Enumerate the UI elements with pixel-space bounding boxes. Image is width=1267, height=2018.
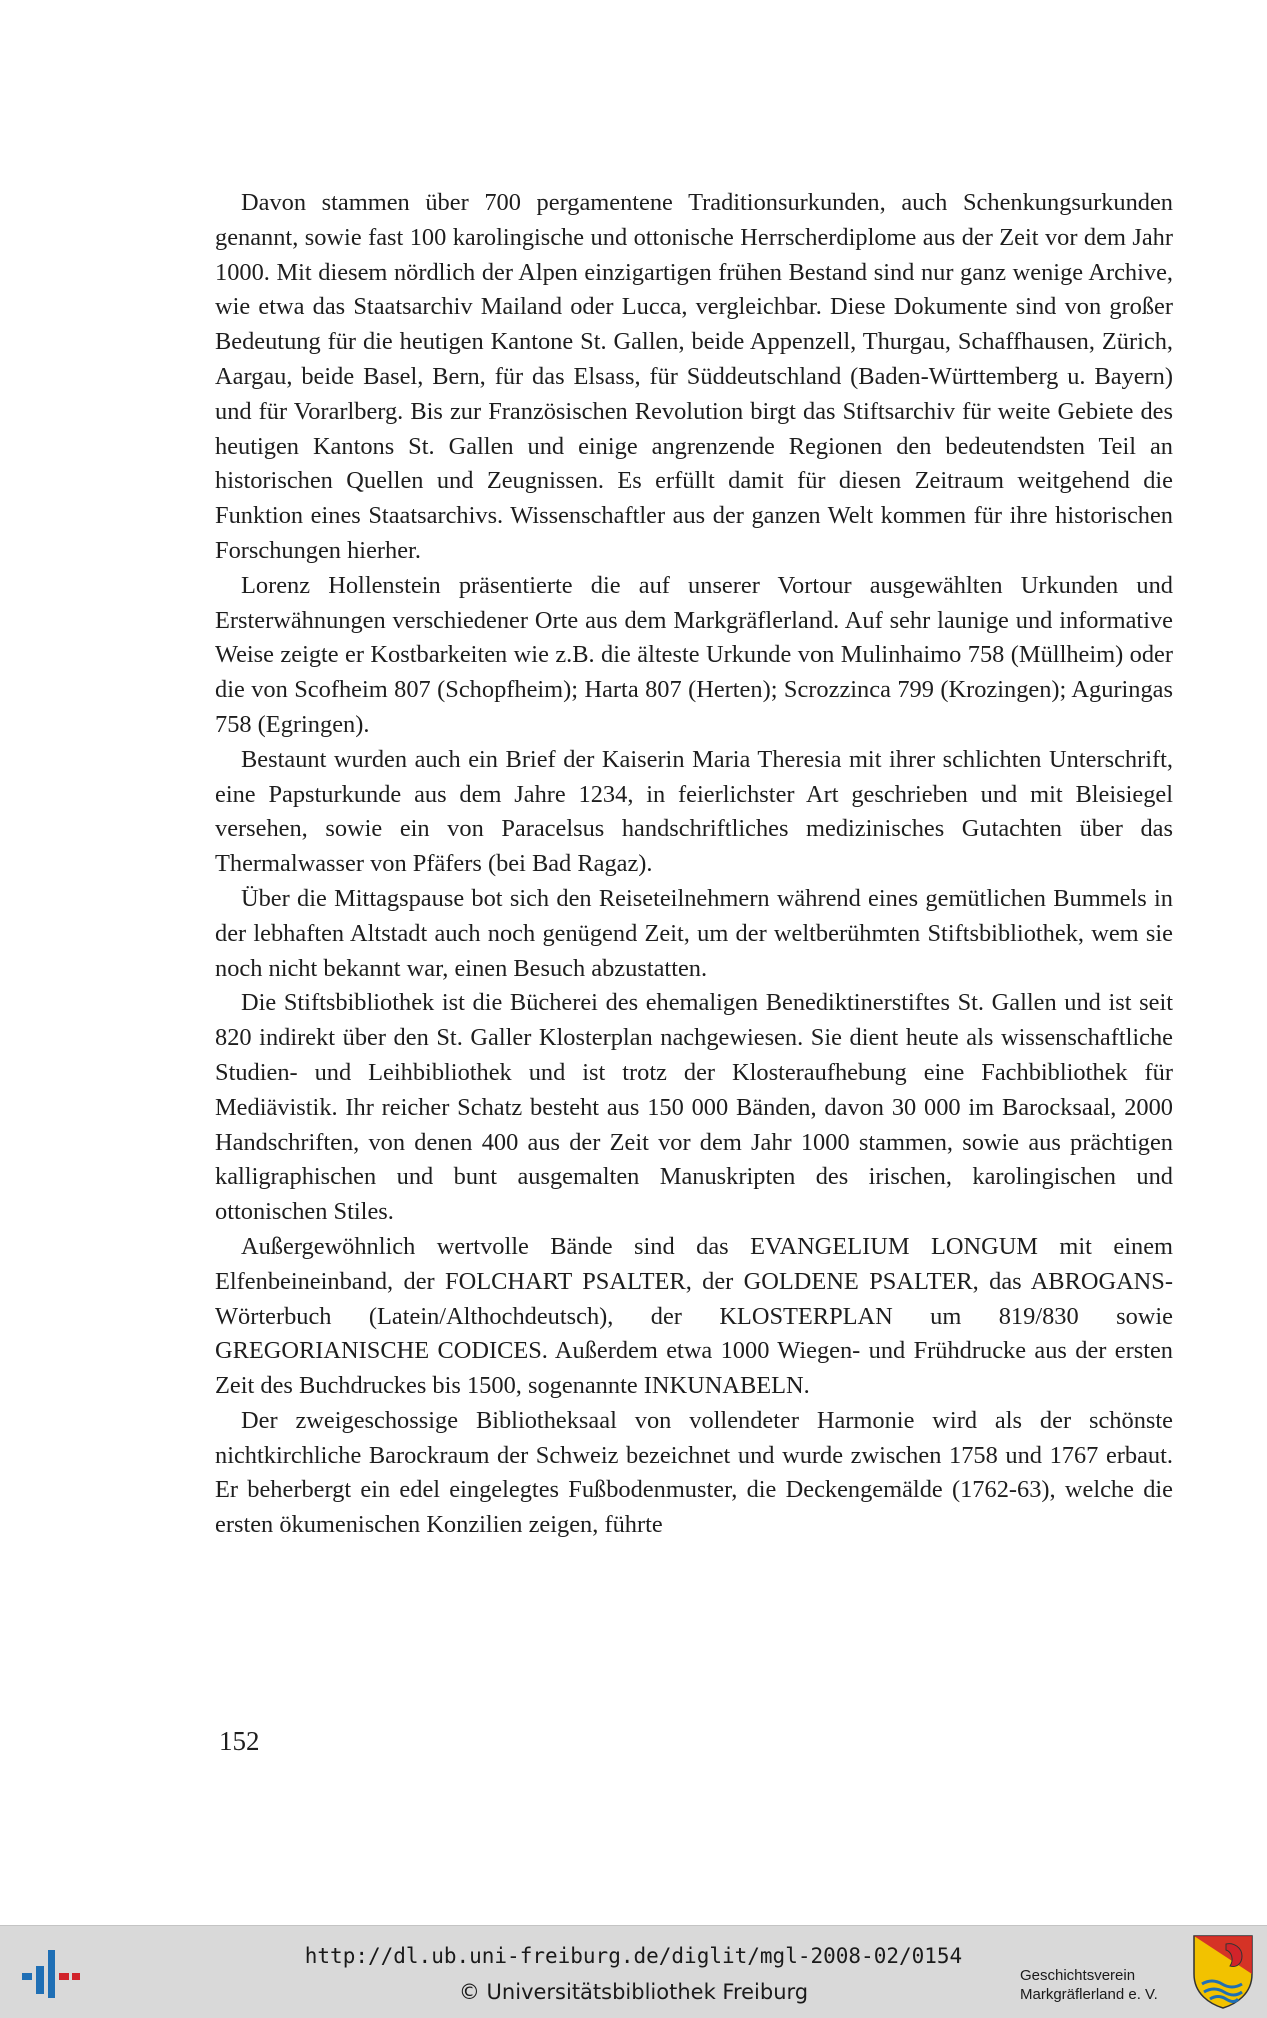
society-name-line: Geschichtsverein <box>1020 1967 1136 1984</box>
paragraph: Davon stammen über 700 pergamentene Traditionsurkunden, auch Schenkungsurkunden genannt, sowie fast 100 karolingische und ottonische Herrscherdiplome aus der Zeit vor dem Jahr 1000. Mit diesem nördlich der Alpen einzigartigen frühen Bestand sind nur ganz wenige Archive, wie etwa das Staatsarchiv Mailand oder Lucca, vergleichbar. Diese Dokumente sind von großer Bedeutung für die heutigen Kantone St. Gallen, beide Appenzell, Thurgau, Schaffhausen, Zürich, Aargau, beide Basel, Bern, für das Elsass, für Süddeutschland (Baden-Württemberg u. Bayern) und für Vorarlberg. Bis zur Französischen Revolution birgt das Stiftsarchiv für weite Gebiete des heutigen Kantons St. Gallen und einige angrenzende Regionen den bedeutendsten Teil an historischen Quellen und Zeugnissen. Es erfüllt damit für diesen Zeitraum weitgehend die Funktion eines Staatsarchivs. Wissenschaftler aus der ganzen Welt kommen für ihre historischen Forschungen hierher. <box>215 189 1173 564</box>
paragraph: Bestaunt wurden auch ein Brief der Kaiserin Maria Theresia mit ihrer schlichten Unterschrift, eine Papsturkunde aus dem Jahre 1234, in feierlichster Art geschrieben und mit Bleisiegel versehen, sowie ein von Paracelsus handschriftliches medizinisches Gutachten über das Thermalwasser von Pfäfers (bei Bad Ragaz). <box>215 745 1173 878</box>
copyright-text: © Universitätsbibliothek Freiburg <box>458 1980 809 2004</box>
coat-of-arms-icon[interactable] <box>1192 1934 1254 2010</box>
paragraph: Außergewöhnlich wertvolle Bände sind das EVANGELIUM LONGUM mit einem Elfenbeineinband, der FOLCHART PSALTER, der GOLDENE PSALTER, das ABROGANS-Wörterbuch (Latein/Althochdeutsch), der KLOSTERPLAN um 819/830 sowie GREGORIANISCHE CODICES. Außerdem etwa 1000 Wiegen- und Frühdrucke aus der ersten Zeit des Buchdruckes bis 1500, sogenannte INKUNABELN. <box>215 1232 1173 1400</box>
paragraph: Lorenz Hollenstein präsentierte die auf unserer Vortour ausgewählten Urkunden und Ersterwähnungen verschiedener Orte aus dem Markgräflerland. Auf sehr launige und informative Weise zeigte er Kostbarkeiten wie z.B. die älteste Urkunde von Mulinhaimo 758 (Müllheim) oder die von Scofheim 807 (Schopfheim); Harta 807 (Herten); Scrozzinca 799 (Krozingen); Aguringas 758 (Egringen). <box>215 571 1173 738</box>
paragraph: Über die Mittagspause bot sich den Reiseteilnehmern während eines gemütlichen Bummels in der lebhaften Altstadt auch noch genügend Zeit, um der weltberühmten Stiftsbibliothek, wem sie noch nicht bekannt war, einen Besuch abzustatten. <box>215 884 1173 982</box>
paragraph: Der zweigeschossige Bibliotheksaal von vollendeter Harmonie wird als der schönste nichtkirchliche Barockraum der Schweiz bezeichnet und wurde zwischen 1758 und 1767 erbaut. Er beherbergt ein edel eingelegtes Fußbodenmuster, die Deckengemälde (1762-63), welche die ersten ökumenischen Konzilien zeigen, führte <box>215 1406 1173 1539</box>
body-text <box>215 186 1173 1543</box>
paragraph: Die Stiftsbibliothek ist die Bücherei des ehemaligen Benediktinerstiftes St. Gallen und ist seit 820 indirekt über den St. Galler Klosterplan nachgewiesen. Sie dient heute als wissenschaftliche Studien- und Leihbibliothek und ist trotz der Klosteraufhebung eine Fachbibliothek für Mediävistik. Ihr reicher Schatz besteht aus 150 000 Bänden, davon 30 000 im Barocksaal, 2000 Handschriften, von denen 400 aus der Zeit vor dem Jahr 1000 stammen, sowie aus prächtigen kalligraphischen und bunt ausgemalten Manuskripten des irischen, karolingischen und ottonischen Stiles. <box>215 989 1173 1226</box>
page-number: 152 <box>219 1726 260 1756</box>
permalink-link[interactable]: http://dl.ub.uni-freiburg.de/diglit/mgl-2008-02/0154 <box>304 1944 963 1968</box>
society-name <box>1020 1966 1190 2004</box>
footer-bar <box>0 1925 1267 2018</box>
society-name-line: Markgräflerland e. V. <box>1020 1986 1158 2003</box>
